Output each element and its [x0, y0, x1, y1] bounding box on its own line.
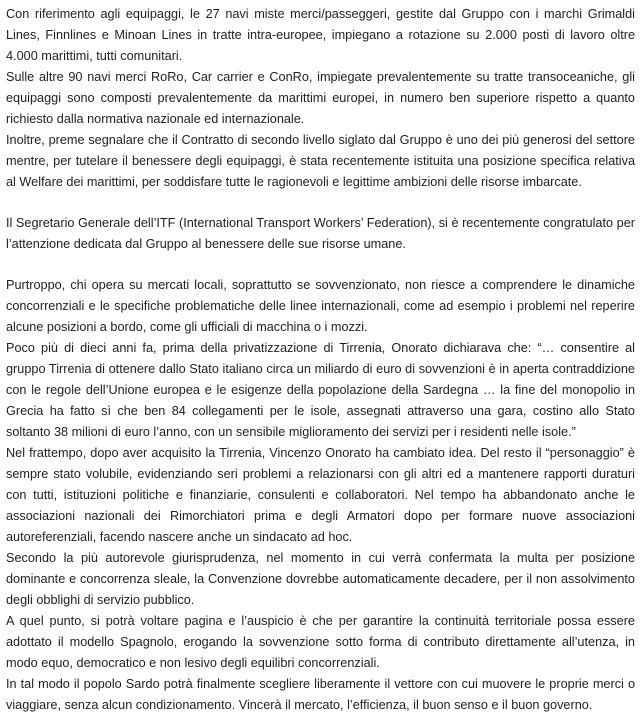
paragraph-mercati-locali: Purtroppo, chi opera su mercati locali, soprattutto se sovvenzionato, non riesce a comprendere le dinamiche concorrenziali e le specifiche problematiche delle linee internazionali, come ad esempio i problemi nel reperire alcune posizioni a bordo, come gli ufficiali di macchina o i mozzi.	[6, 278, 635, 334]
paragraph-spacer	[6, 193, 635, 213]
paragraph-itf: Il Segretario Generale dell’ITF (International Transport Workers’ Federation), si è recentemente congratulato per l’attenzione dedicata dal Gruppo al benessere delle sue risorse umane.	[6, 216, 635, 251]
paragraph-contratto: Inoltre, preme segnalare che il Contratto di secondo livello siglato dal Gruppo è uno dei più generosi del settore mentre, per tutelare il benessere degli equipaggi, è stata recentemente istituita una posizione specifica relativa al Welfare dei marittimi, per soddisfare tutte le ragionevoli e legittime ambizioni delle risorse imbarcate.	[6, 133, 635, 189]
paragraph-conclusione: In tal modo il popolo Sardo potrà finalmente scegliere liberamente il vettore con cui muovere le proprie merci o viaggiare, senza alcun condizionamento. Vincerà il mercato, l’efficienza, il buon senso e il buon governo.	[6, 677, 635, 712]
paragraph-privatizzazione: Poco più di dieci anni fa, prima della privatizzazione di Tirrenia, Onorato dichiarava che: “… consentire al gruppo Tirrenia di ottenere dallo Stato italiano circa un miliardo di euro di sovvenzioni è in aperta contraddizione con le regole dell’Unione europea e le esigenze della popolazione della Sardegna … la fine del monopolio in Grecia ha fatto sì che ben 84 collegamenti per le isole, assegnati attraverso una gara, costino allo Stato soltanto 38 milioni di euro l’anno, con un sensibile miglioramento dei servizi per i residenti nelle isole.”	[6, 341, 635, 439]
paragraph-spacer	[6, 255, 635, 275]
paragraph-onorato: Nel frattempo, dopo aver acquisito la Tirrenia, Vincenzo Onorato ha cambiato idea. Del resto il “personaggio” è sempre stato volubile, evidenziando seri problemi a relazionarsi con gli altri ed a mantenere rapporti duraturi con tutti, istituzioni politiche e finanziarie, consulenti e collaboratori. Nel tempo ha abbandonato anche le associazioni nazionali dei Rimorchiatori prima e degli Armatori dopo per formare nuove associazioni autoreferenziali, facendo nascere anche un sindacato ad hoc.	[6, 446, 635, 544]
paragraph-giurisprudenza: Secondo la più autorevole giurisprudenza, nel momento in cui verrà confermata la multa per posizione dominante e concorrenza sleale, la Convenzione dovrebbe automaticamente decadere, per il non assolvimento degli obblighi di servizio pubblico.	[6, 551, 635, 607]
paragraph-equipaggi: Con riferimento agli equipaggi, le 27 navi miste merci/passeggeri, gestite dal Gruppo con i marchi Grimaldi Lines, Finnlines e Minoan Lines in tratte intra-europee, impiegano a rotazione su 2.000 posti di lavoro oltre 4.000 marittimi, tutti comunitari.	[6, 7, 635, 63]
paragraph-navi-merci: Sulle altre 90 navi merci RoRo, Car carrier e ConRo, impiegate prevalentemente su tratte transoceaniche, gli equipaggi sono composti prevalentemente da marittimi europei, in numero ben superiore rispetto a quanto richiesto dalla normativa nazionale ed internazionale.	[6, 70, 635, 126]
paragraph-modello-spagnolo: A quel punto, si potrà voltare pagina e l’auspicio è che per garantire la continuità territoriale possa essere adottato il modello Spagnolo, erogando la sovvenzione sotto forma di contributo direttamente all’utenza, in modo equo, democratico e non lesivo degli equilibri concorrenziali.	[6, 614, 635, 670]
